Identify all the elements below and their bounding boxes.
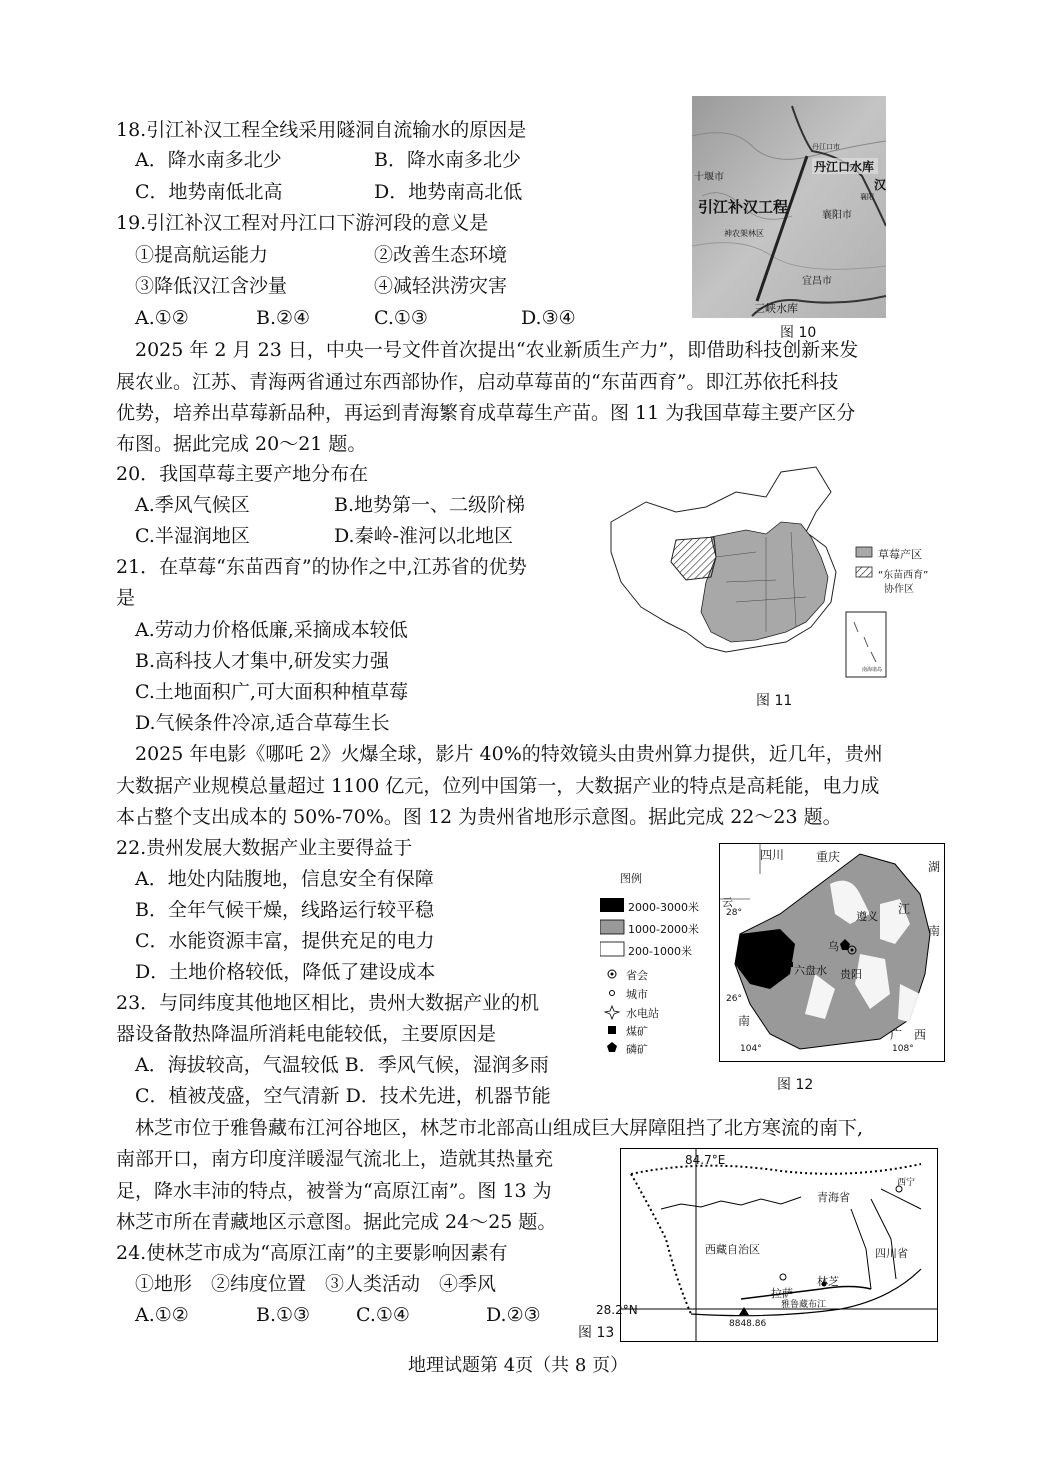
label-lhasa: 拉萨 (771, 1287, 793, 1300)
legend-hydropower: 水电站 (626, 1007, 659, 1020)
q24-option-c: C.①④ (356, 1304, 410, 1326)
passage3-line1: 林芝市位于雅鲁藏布江河谷地区，林芝市北部高山组成巨大屏障阻挡了北方寒流的南下, (135, 1117, 864, 1139)
label-danjiangkou-reservoir: 丹江口水库 (814, 160, 875, 174)
legend-title: 图例 (620, 872, 642, 885)
legend-elev-high: 2000-3000米 (628, 901, 699, 914)
label-jiang: 江 (898, 902, 911, 916)
label-sichuan-province: 四川省 (875, 1247, 908, 1260)
figure-10-caption: 图 10 (780, 325, 817, 341)
q18-stem: 18.引江补汉工程全线采用隧洞自流输水的原因是 (116, 119, 527, 141)
figure-10-map (692, 96, 886, 318)
label-xining: 西宁 (897, 1178, 916, 1188)
label-chongqing: 重庆 (816, 850, 841, 864)
q19-option-c: C.①③ (374, 307, 428, 329)
figure-11-china-map (606, 462, 929, 687)
q22-option-b: B．全年气候干燥，线路运行较平稳 (135, 899, 434, 921)
label-lat26: 26° (726, 994, 742, 1004)
label-lat28: 28° (726, 908, 742, 918)
label-lon104: 104° (740, 1044, 762, 1054)
label-shennongjia: 神农架林区 (724, 229, 764, 238)
legend-city: 城市 (626, 988, 648, 1001)
legend-capital: 省会 (626, 969, 648, 982)
q24-option-b: B.①③ (256, 1304, 311, 1326)
q21-option-a: A.劳动力价格低廉,采摘成本较低 (135, 619, 408, 641)
label-han-river: 汉 (874, 178, 887, 192)
q18-option-b: B．降水南多北少 (374, 149, 521, 171)
label-yun: 云 (722, 896, 733, 909)
q18-option-c: C．地势南低北高 (135, 181, 283, 203)
label-danjiangkou-city: 丹江口市 (812, 143, 840, 151)
label-liupanshui: 六盘水 (794, 964, 827, 977)
label-nyingchi: 林芝 (817, 1275, 839, 1288)
figure-11-caption: 图 11 (756, 693, 793, 709)
figure-12-caption: 图 12 (777, 1077, 814, 1093)
passage2-line3: 本占整个支出成本的 50%-70%。图 12 为贵州省地形示意图。据此完成 22～23 题。 (116, 806, 842, 828)
figure-12-legend (596, 866, 714, 1056)
q22-option-c: C．水能资源丰富，提供充足的电力 (135, 930, 435, 952)
q23-options-ab: A．海拔较高，气温较低 B．季风气候，湿润多雨 (135, 1054, 549, 1076)
q19-option-b: B.②④ (256, 307, 311, 329)
q24-option-d: D.②③ (486, 1304, 541, 1326)
legend-strawberry-area: 草莓产区 (878, 548, 922, 561)
legend-collab-area: “东苗西育” (878, 570, 929, 581)
label-guiyang: 贵阳 (840, 968, 862, 981)
label-qinghai: 青海省 (817, 1191, 850, 1204)
inset-south-sea: 南海诸岛 (862, 667, 883, 673)
figure-13-caption: 图 13 (578, 1325, 615, 1341)
q24-stem: 24.使林芝市成为“高原江南”的主要影响因素有 (116, 1242, 508, 1264)
q19-option-a: A.①② (135, 307, 189, 329)
q19-item-1: ①提高航运能力 (135, 244, 269, 266)
q24-option-a: A.①② (135, 1304, 189, 1326)
label-lon108: 108° (892, 1044, 914, 1054)
q23-options-cd: C．植被茂盛，空气清新 D．技术先进，机器节能 (135, 1085, 551, 1107)
q21-option-b: B.高科技人才集中,研发实力强 (135, 650, 390, 672)
label-sichuan: 四川 (760, 848, 785, 862)
q20-option-b: B.地势第一、二级阶梯 (334, 494, 526, 516)
passage1-line2: 展农业。江苏、青海两省通过东西部协作，启动草莓苗的“东苗西育”。即江苏依托科技 (116, 371, 839, 393)
label-yichang: 宜昌市 (802, 276, 832, 287)
label-longitude: 84.7°E (685, 1153, 726, 1167)
label-xiangyang-small: 襄阳 (860, 193, 874, 201)
passage3-line4: 林芝市所在青藏地区示意图。据此完成 24～25 题。 (116, 1211, 557, 1233)
passage2-line1: 2025 年电影《哪吒 2》火爆全球，影片 40%的特效镜头由贵州算力提供，近几年，贵州 (135, 743, 883, 765)
q19-item-3: ③降低汉江含沙量 (135, 275, 288, 297)
label-shiyan: 十堰市 (694, 172, 724, 183)
q19-stem: 19.引江补汉工程对丹江口下游河段的意义是 (116, 212, 489, 234)
passage3-line3: 足，降水丰沛的特点，被誉为“高原江南”。图 13 为 (116, 1180, 552, 1202)
label-latitude: 28.2°N (596, 1303, 638, 1317)
legend-coal: 煤矿 (626, 1025, 648, 1038)
label-xiangyang: 襄阳市 (822, 210, 852, 221)
q24-items: ①地形 ②纬度位置 ③人类活动 ④季风 (135, 1273, 497, 1295)
figure-12-guizhou-map (719, 843, 945, 1062)
figure-13-tibet-map (620, 1148, 938, 1342)
label-hu: 湖 (928, 860, 941, 874)
q21-option-c: C.土地面积广,可大面积种植草莓 (135, 681, 408, 703)
legend-phosphate: 磷矿 (626, 1043, 648, 1056)
passage1-line3: 优势，培养出草莓新品种，再运到青海繁育成草莓生产苗。图 11 为我国草莓主要产区分 (116, 402, 856, 424)
q18-option-a: A．降水南多北少 (135, 149, 282, 171)
label-yarlung: 雅鲁藏布江 (781, 1300, 827, 1310)
label-zunyi: 遵义 (856, 910, 878, 923)
q19-option-d: D.③④ (521, 307, 576, 329)
label-everest: 8848.86 (729, 1319, 767, 1329)
label-wu: 乌 (828, 940, 839, 953)
q21-stem-line2: 是 (116, 587, 136, 609)
legend-elev-low: 200-1000米 (628, 945, 692, 958)
passage2-line2: 大数据产业规模总量超过 1100 亿元，位列中国第一，大数据产业的特点是高耗能，电力成 (116, 775, 880, 797)
label-guangxi: 广 西 (890, 1028, 927, 1042)
label-nan-left: 南 (738, 1014, 751, 1028)
q20-stem: 20．我国草莓主要产地分布在 (116, 463, 369, 485)
q21-option-d: D.气候条件冷凉,适合草莓生长 (135, 712, 390, 734)
q20-option-c: C.半湿润地区 (135, 525, 250, 547)
q23-stem-line1: 23．与同纬度其他地区相比，贵州大数据产业的机 (116, 992, 540, 1014)
q19-item-4: ④减轻洪涝灾害 (374, 275, 508, 297)
q20-option-d: D.秦岭-淮河以北地区 (334, 525, 514, 547)
q21-stem-line1: 21．在草莓“东苗西育”的协作之中,江苏省的优势 (116, 556, 527, 578)
page-footer: 地理试题第 4页（共 8 页） (408, 1355, 629, 1376)
label-project: 引江补汉工程 (698, 198, 789, 216)
label-xizang: 西藏自治区 (705, 1243, 760, 1256)
q18-option-d: D．地势南高北低 (374, 181, 523, 203)
q22-option-d: D．土地价格较低，降低了建设成本 (135, 961, 436, 983)
q23-stem-line2: 器设备散热降温所消耗电能较低，主要原因是 (116, 1023, 497, 1045)
passage1-line1: 2025 年 2 月 23 日，中央一号文件首次提出“农业新质生产力”，即借助科技创新来发 (135, 339, 859, 361)
label-sanxia: 三峡水库 (754, 302, 798, 315)
q20-option-a: A.季风气候区 (135, 494, 250, 516)
passage1-line4: 布图。据此完成 20～21 题。 (116, 433, 367, 455)
label-nan-right: 南 (928, 924, 941, 938)
passage3-line2: 南部开口，南方印度洋暖湿气流北上，造就其热量充 (116, 1148, 554, 1170)
q19-item-2: ②改善生态环境 (374, 244, 508, 266)
q22-option-a: A．地处内陆腹地，信息安全有保障 (135, 868, 434, 890)
legend-elev-mid: 1000-2000米 (628, 923, 699, 936)
q22-stem: 22.贵州发展大数据产业主要得益于 (116, 837, 413, 859)
legend-collab-area-2: 协作区 (884, 584, 914, 595)
